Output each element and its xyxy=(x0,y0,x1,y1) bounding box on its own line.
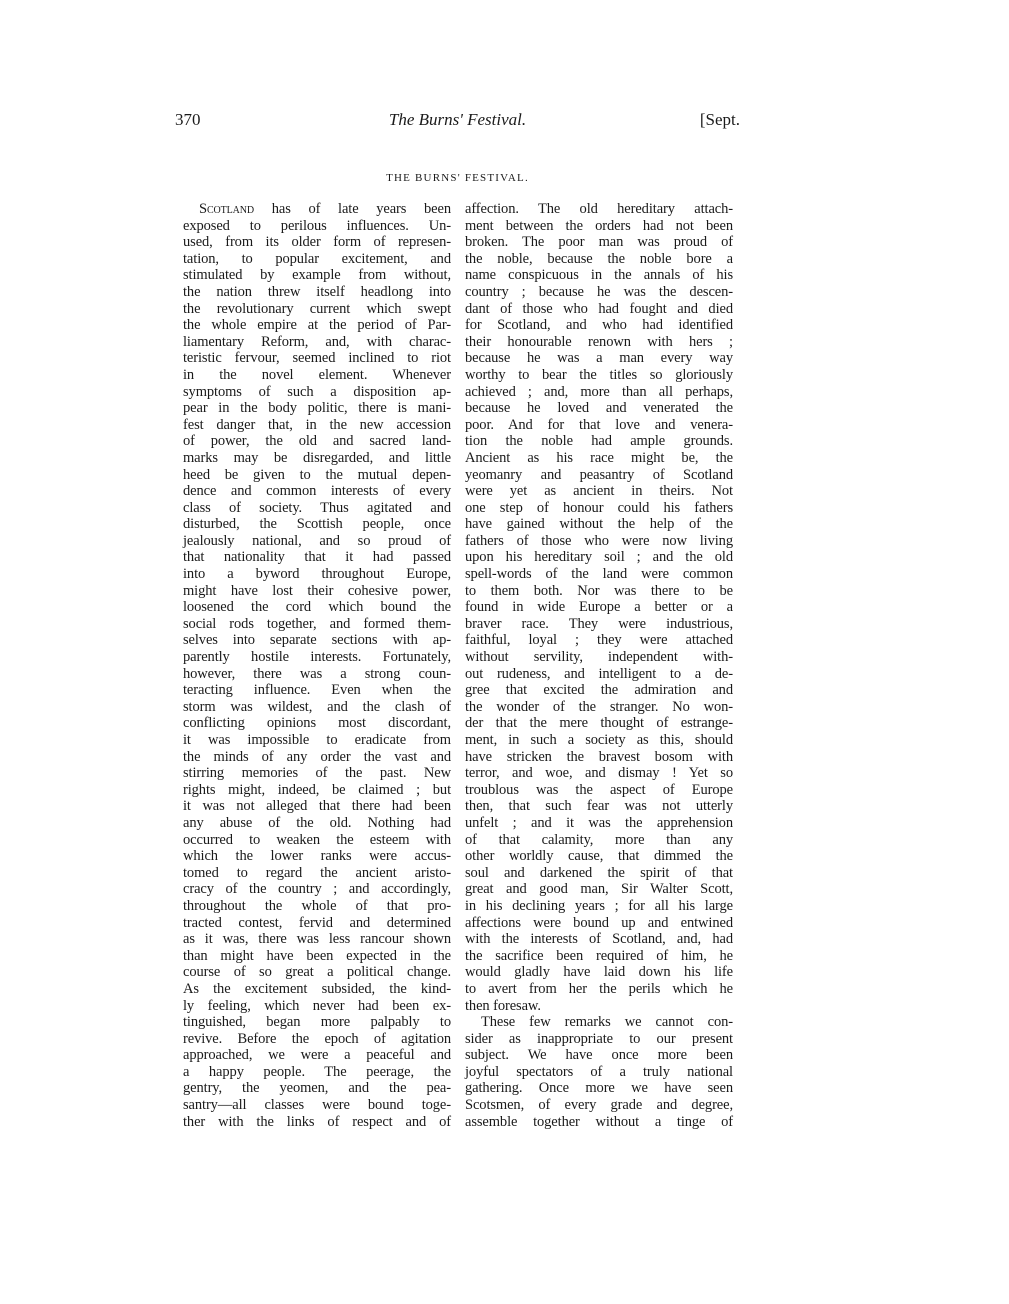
text-line: teracting influence. Even when the xyxy=(183,682,451,699)
text-line: unfelt ; and it was the apprehension xyxy=(465,814,733,831)
text-line: rights might, indeed, be claimed ; but xyxy=(183,781,451,798)
text-line: it was not alleged that there had been xyxy=(183,798,451,815)
text-line: parently hostile interests. Fortunately, xyxy=(183,649,451,666)
text-line: the whole empire at the period of Par- xyxy=(183,317,451,334)
text-line: loosened the cord which bound the xyxy=(183,599,451,616)
text-line: other worldly cause, that dimmed the xyxy=(465,848,733,865)
text-line: then, that such fear was not utterly xyxy=(465,798,733,815)
text-line: for Scotland, and who had identified xyxy=(465,317,733,334)
text-line: ment, in such a society as this, should xyxy=(465,732,733,748)
text-line: used, from its older form of represen- xyxy=(183,234,451,251)
text-line: broken. The poor man was proud of xyxy=(465,234,733,251)
text-line: it was impossible to eradicate from xyxy=(183,732,451,748)
opening-line-rest: has of late years been xyxy=(254,201,451,217)
opening-line xyxy=(183,201,451,218)
text-line: cracy of the country ; and accordingly, xyxy=(183,881,451,898)
text-line: storm was wildest, and the clash of xyxy=(183,698,451,715)
text-line: soul and darkened the spirit of that xyxy=(465,864,733,881)
text-line: dant of those who had fought and died xyxy=(465,300,733,317)
text-line: worthy to bear the titles so gloriously xyxy=(465,366,733,383)
text-line: troublous was the aspect of Europe xyxy=(465,781,733,798)
text-line: in the novel element. Whenever xyxy=(183,366,451,383)
text-line: out rudeness, and intelligent to a de- xyxy=(465,665,733,682)
text-line: without servility, independent with- xyxy=(465,649,733,666)
text-line: spell-words of the land were common xyxy=(465,566,733,583)
text-line: throughout the whole of that pro- xyxy=(183,897,451,914)
text-line: faithful, loyal ; they were attached xyxy=(465,632,733,649)
text-line: tracted contest, fervid and determined xyxy=(183,914,451,931)
text-line: to them both. Nor was there to be xyxy=(465,582,733,599)
text-line: into a byword throughout Europe, xyxy=(183,566,451,583)
text-line: der that the mere thought of estrange- xyxy=(465,715,733,732)
article-title: THE BURNS' FESTIVAL. xyxy=(386,172,529,184)
text-line: These few remarks we cannot con- xyxy=(481,1014,733,1031)
text-line: tinguished, began more palpably to xyxy=(183,1014,451,1031)
left-column-lines xyxy=(183,218,451,1131)
text-line: dence and common interests of every xyxy=(183,483,451,500)
text-line: fest danger that, in the new accession xyxy=(183,416,451,433)
text-line: santry—all classes were bound toge- xyxy=(183,1097,451,1114)
text-line: that nationality that it had passed xyxy=(183,549,451,566)
text-line: which the lower ranks were accus- xyxy=(183,848,451,865)
text-line: name conspicuous in the annals of his xyxy=(465,267,733,284)
text-line: a happy people. The peerage, the xyxy=(183,1063,451,1080)
text-line: poor. And for that love and venera- xyxy=(465,416,733,433)
text-line: occurred to weaken the esteem with xyxy=(183,831,451,848)
text-line: the noble, because the noble bore a xyxy=(465,250,733,267)
text-line: social rods together, and formed them- xyxy=(183,615,451,632)
text-line: class of society. Thus agitated and xyxy=(183,499,451,516)
text-line: as it was, there was less rancour shown xyxy=(183,931,451,948)
text-line: terror, and woe, and dismay ! Yet so xyxy=(465,765,733,782)
text-line: selves into separate sections with ap- xyxy=(183,632,451,649)
right-column-lines xyxy=(465,201,733,1130)
text-line: ly feeling, which never had been ex- xyxy=(183,997,451,1014)
text-line: course of so great a political change. xyxy=(183,964,451,981)
text-line: to avert from her the perils which he xyxy=(465,980,733,997)
opening-word: Scotland xyxy=(199,201,255,217)
text-line: revive. Before the epoch of agitation xyxy=(183,1030,451,1047)
text-line: tation, to popular excitement, and xyxy=(183,250,451,267)
text-line: the minds of any order the vast and xyxy=(183,748,451,765)
text-line: marks may be disregarded, and little xyxy=(183,449,451,466)
text-line: the wonder of the stranger. No won- xyxy=(465,698,733,715)
text-line: would gladly have laid down his life xyxy=(465,964,733,981)
text-line: great and good man, Sir Walter Scott, xyxy=(465,881,733,898)
text-line: As the excitement subsided, the kind- xyxy=(183,980,451,997)
left-column xyxy=(183,201,451,1130)
text-line: approached, we were a peaceful and xyxy=(183,1047,451,1064)
text-line: country ; because he was the descen- xyxy=(465,283,733,300)
text-line: stirring memories of the past. New xyxy=(183,765,451,782)
running-month: [Sept. xyxy=(699,110,740,129)
text-line: affections were bound up and entwined xyxy=(465,914,733,931)
text-line: have gained without the help of the xyxy=(465,516,733,533)
text-line: ther with the links of respect and of xyxy=(183,1113,451,1130)
text-line: Ancient as his race might be, the xyxy=(465,449,733,466)
text-line: conflicting opinions most discordant, xyxy=(183,715,451,732)
text-line: upon his hereditary soil ; and the old xyxy=(465,549,733,566)
text-line: pear in the body politic, there is mani- xyxy=(183,400,451,417)
text-line: affection. The old hereditary attach- xyxy=(465,201,733,217)
text-line: symptoms of such a disposition ap- xyxy=(183,383,451,400)
text-line: any abuse of the old. Nothing had xyxy=(183,814,451,831)
text-line: of power, the old and sacred land- xyxy=(183,433,451,450)
right-column xyxy=(465,201,733,1130)
text-line: the revolutionary current which swept xyxy=(183,300,451,317)
text-line: teristic fervour, seemed inclined to riot xyxy=(183,350,451,367)
text-line: the sacrifice been required of him, he xyxy=(465,947,733,964)
text-line: achieved ; and, more than all perhaps, xyxy=(465,383,733,400)
text-line: yeomanry and peasantry of Scotland xyxy=(465,466,733,483)
text-line: with the interests of Scotland, and, had xyxy=(465,931,733,948)
text-line: their honourable renown with hers ; xyxy=(465,333,733,350)
text-line: then foresaw. xyxy=(465,997,541,1014)
text-line: of that calamity, more than any xyxy=(465,831,733,848)
text-line: liamentary Reform, and, with charac- xyxy=(183,333,451,350)
text-line: disturbed, the Scottish people, once xyxy=(183,516,451,533)
text-line: exposed to perilous influences. Un- xyxy=(183,217,451,234)
text-line: subject. We have once more been xyxy=(465,1047,733,1064)
text-line: because he loved and venerated the xyxy=(465,400,733,417)
text-line: gentry, the yeomen, and the pea- xyxy=(183,1080,451,1097)
text-line: than might have been expected in the xyxy=(183,947,451,964)
running-head xyxy=(175,110,740,134)
text-line: have stricken the bravest bosom with xyxy=(465,748,733,765)
text-line: sider as inappropriate to our present xyxy=(465,1030,733,1047)
text-line: might have lost their cohesive power, xyxy=(183,582,451,599)
text-line: ment between the orders had not been xyxy=(465,217,733,234)
text-line: assemble together without a tinge of xyxy=(465,1113,733,1130)
text-line: were yet as ancient in theirs. Not xyxy=(465,483,733,500)
text-line: tion the noble had ample grounds. xyxy=(465,433,733,450)
text-line: however, there was a strong coun- xyxy=(183,665,451,682)
text-line: fathers of those who were now living xyxy=(465,532,733,549)
text-line: because he was a man every way xyxy=(465,350,733,367)
text-line: the nation threw itself headlong into xyxy=(183,283,451,300)
text-line: gree that excited the admiration and xyxy=(465,682,733,699)
text-line: found in wide Europe a better or a xyxy=(465,599,733,616)
text-line: tomed to regard the ancient aristo- xyxy=(183,864,451,881)
text-line: one step of honour could his fathers xyxy=(465,499,733,516)
running-title: The Burns' Festival. xyxy=(388,110,527,129)
text-line: jealously national, and so proud of xyxy=(183,532,451,549)
text-line: gathering. Once more we have seen xyxy=(465,1080,733,1097)
text-line: braver race. They were industrious, xyxy=(465,615,733,632)
text-line: heed be given to the mutual depen- xyxy=(183,466,451,483)
text-line: in his declining years ; for all his large xyxy=(465,897,733,914)
text-line: joyful spectators of a truly national xyxy=(465,1063,733,1080)
text-line: Scotsmen, of every grade and degree, xyxy=(465,1097,733,1114)
page-number: 370 xyxy=(175,110,201,129)
text-line: stimulated by example from without, xyxy=(183,267,451,284)
